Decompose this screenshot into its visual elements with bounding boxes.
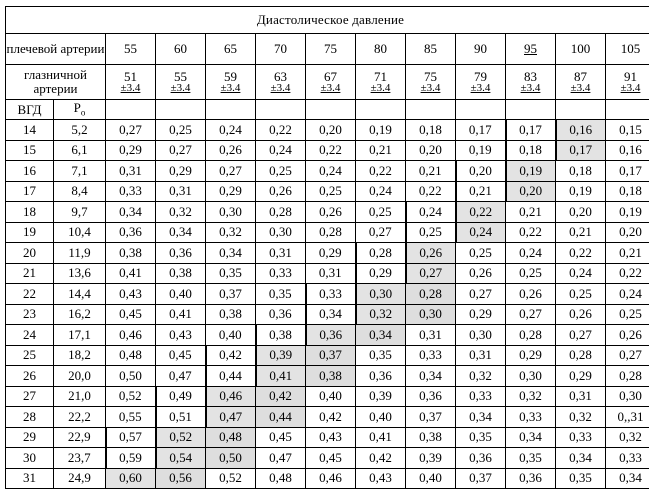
table-row <box>6 263 649 284</box>
cell-value: 0,42 <box>256 386 306 407</box>
cell-value: 0,36 <box>356 366 406 387</box>
table-row <box>6 448 649 469</box>
cell-value: 0,29 <box>556 366 606 387</box>
pressure-table <box>5 6 649 489</box>
cell-value: 0,32 <box>556 407 606 428</box>
cell-value: 0,31 <box>156 181 206 202</box>
cell-value: 0,38 <box>106 243 156 264</box>
table-row <box>6 345 649 366</box>
cell-value: 0,26 <box>256 181 306 202</box>
cell-value: 0,19 <box>556 181 606 202</box>
cell-po: 23,7 <box>54 448 106 469</box>
cell-value: 0,25 <box>256 161 306 182</box>
cell-value: 0,26 <box>606 325 649 346</box>
cell-value: 0,36 <box>306 325 356 346</box>
cell-value: 0,22 <box>506 222 556 243</box>
header-brachial-85: 85 <box>406 34 456 65</box>
cell-vgd: 17 <box>6 181 54 202</box>
cell-value: 0,21 <box>356 140 406 161</box>
header-brachial-80: 80 <box>356 34 406 65</box>
cell-value: 0,35 <box>256 284 306 305</box>
cell-value: 0,60 <box>106 468 156 489</box>
cell-value: 0,44 <box>256 407 306 428</box>
cell-vgd: 25 <box>6 345 54 366</box>
cell-value: 0,43 <box>106 284 156 305</box>
cell-value: 0,33 <box>256 263 306 284</box>
cell-value: 0,24 <box>456 222 506 243</box>
cell-value: 0,35 <box>556 468 606 489</box>
cell-value: 0,27 <box>106 120 156 141</box>
cell-value: 0,51 <box>156 407 206 428</box>
cell-value: 0,,31 <box>606 407 649 428</box>
cell-value: 0,30 <box>256 222 306 243</box>
cell-value: 0,24 <box>406 202 456 223</box>
cell-po: 6,1 <box>54 140 106 161</box>
cell-value: 0,48 <box>106 345 156 366</box>
cell-value: 0,34 <box>156 222 206 243</box>
cell-value: 0,20 <box>556 202 606 223</box>
cell-value: 0,41 <box>356 427 406 448</box>
table-row <box>6 181 649 202</box>
cell-value: 0,18 <box>606 181 649 202</box>
cell-value: 0,45 <box>306 448 356 469</box>
cell-value: 0,47 <box>206 407 256 428</box>
table-row <box>6 407 649 428</box>
cell-vgd: 26 <box>6 366 54 387</box>
cell-value: 0,40 <box>306 386 356 407</box>
header-brachial-105: 105 <box>606 34 649 65</box>
cell-value: 0,48 <box>256 468 306 489</box>
table-row <box>6 366 649 387</box>
cell-value: 0,46 <box>206 386 256 407</box>
cell-value: 0,27 <box>506 304 556 325</box>
cell-value: 0,24 <box>506 243 556 264</box>
cell-value: 0,27 <box>406 263 456 284</box>
cell-value: 0,36 <box>506 468 556 489</box>
cell-value: 0,25 <box>356 202 406 223</box>
cell-value: 0,26 <box>406 243 456 264</box>
table-row <box>6 468 649 489</box>
cell-value: 0,38 <box>406 427 456 448</box>
cell-value: 0,26 <box>456 263 506 284</box>
cell-value: 0,33 <box>306 284 356 305</box>
cell-value: 0,17 <box>506 120 556 141</box>
cell-value: 0,17 <box>456 120 506 141</box>
cell-value: 0,20 <box>606 222 649 243</box>
cell-value: 0,40 <box>406 468 456 489</box>
cell-value: 0,54 <box>156 448 206 469</box>
cell-value: 0,28 <box>356 243 406 264</box>
header-ophthalmic-label: глазничной артерии <box>6 65 106 100</box>
cell-value: 0,28 <box>406 284 456 305</box>
cell-value: 0,31 <box>456 345 506 366</box>
cell-value: 0,30 <box>406 304 456 325</box>
cell-value: 0,28 <box>506 325 556 346</box>
cell-value: 0,34 <box>206 243 256 264</box>
cell-value: 0,29 <box>506 345 556 366</box>
cell-po: 9,7 <box>54 202 106 223</box>
cell-value: 0,43 <box>156 325 206 346</box>
header-brachial-60: 60 <box>156 34 206 65</box>
cell-value: 0,34 <box>456 407 506 428</box>
cell-value: 0,33 <box>456 386 506 407</box>
cell-po: 10,4 <box>54 222 106 243</box>
cell-value: 0,27 <box>206 161 256 182</box>
cell-value: 0,28 <box>556 345 606 366</box>
cell-value: 0,28 <box>256 202 306 223</box>
cell-value: 0,25 <box>456 243 506 264</box>
cell-value: 0,21 <box>556 222 606 243</box>
cell-value: 0,29 <box>306 243 356 264</box>
cell-value: 0,34 <box>306 304 356 325</box>
cell-value: 0,43 <box>356 468 406 489</box>
cell-value: 0,49 <box>156 386 206 407</box>
table-row <box>6 161 649 182</box>
header-brachial-55: 55 <box>106 34 156 65</box>
table-row <box>6 202 649 223</box>
cell-value: 0,19 <box>606 202 649 223</box>
table-row <box>6 120 649 141</box>
col-header-spacer-8 <box>456 100 506 120</box>
cell-value: 0,29 <box>156 161 206 182</box>
cell-value: 0,52 <box>156 427 206 448</box>
cell-value: 0,27 <box>156 140 206 161</box>
cell-value: 0,43 <box>306 427 356 448</box>
header-ophthalmic-63: 63 ±3.4 <box>256 65 306 100</box>
cell-value: 0,34 <box>506 427 556 448</box>
cell-value: 0,19 <box>456 140 506 161</box>
cell-po: 11,9 <box>54 243 106 264</box>
cell-value: 0,44 <box>206 366 256 387</box>
cell-value: 0,50 <box>106 366 156 387</box>
cell-vgd: 23 <box>6 304 54 325</box>
cell-value: 0,20 <box>406 140 456 161</box>
cell-value: 0,20 <box>306 120 356 141</box>
cell-value: 0,29 <box>356 263 406 284</box>
cell-value: 0,18 <box>556 161 606 182</box>
cell-value: 0,35 <box>506 448 556 469</box>
cell-value: 0,35 <box>456 427 506 448</box>
cell-value: 0,32 <box>606 427 649 448</box>
cell-value: 0,15 <box>606 120 649 141</box>
table-row <box>6 304 649 325</box>
cell-value: 0,52 <box>106 386 156 407</box>
header-ophthalmic-75: 75 ±3.4 <box>406 65 456 100</box>
cell-value: 0,32 <box>156 202 206 223</box>
cell-po: 24,9 <box>54 468 106 489</box>
cell-value: 0,25 <box>406 222 456 243</box>
cell-value: 0,31 <box>256 243 306 264</box>
header-ophthalmic-59: 59 ±3.4 <box>206 65 256 100</box>
cell-value: 0,34 <box>106 202 156 223</box>
cell-value: 0,19 <box>356 120 406 141</box>
cell-value: 0,36 <box>406 386 456 407</box>
table-row <box>6 386 649 407</box>
cell-value: 0,21 <box>506 202 556 223</box>
cell-value: 0,22 <box>406 181 456 202</box>
cell-value: 0,30 <box>506 366 556 387</box>
cell-value: 0,24 <box>306 161 356 182</box>
cell-po: 16,2 <box>54 304 106 325</box>
cell-po: 13,6 <box>54 263 106 284</box>
cell-vgd: 14 <box>6 120 54 141</box>
cell-value: 0,27 <box>456 284 506 305</box>
col-header-spacer-9 <box>506 100 556 120</box>
col-header-spacer-11 <box>606 100 649 120</box>
cell-value: 0,45 <box>256 427 306 448</box>
cell-value: 0,48 <box>206 427 256 448</box>
cell-value: 0,37 <box>406 407 456 428</box>
col-header-spacer-2 <box>156 100 206 120</box>
header-ophthalmic-row <box>6 65 649 100</box>
table-row <box>6 325 649 346</box>
cell-value: 0,42 <box>306 407 356 428</box>
cell-value: 0,37 <box>206 284 256 305</box>
cell-value: 0,31 <box>406 325 456 346</box>
cell-value: 0,29 <box>456 304 506 325</box>
cell-value: 0,37 <box>306 345 356 366</box>
header-ophthalmic-55: 55 ±3.4 <box>156 65 206 100</box>
col-header-spacer-7 <box>406 100 456 120</box>
cell-vgd: 18 <box>6 202 54 223</box>
cell-po: 8,4 <box>54 181 106 202</box>
cell-value: 0,30 <box>356 284 406 305</box>
table-row <box>6 140 649 161</box>
cell-value: 0,19 <box>506 161 556 182</box>
cell-vgd: 29 <box>6 427 54 448</box>
cell-value: 0,30 <box>206 202 256 223</box>
cell-value: 0,21 <box>406 161 456 182</box>
cell-value: 0,25 <box>306 181 356 202</box>
cell-value: 0,36 <box>456 448 506 469</box>
column-header-row <box>6 100 649 120</box>
cell-value: 0,22 <box>306 140 356 161</box>
cell-value: 0,33 <box>606 448 649 469</box>
header-ophthalmic-71: 71 ±3.4 <box>356 65 406 100</box>
col-header-spacer-3 <box>206 100 256 120</box>
cell-po: 14,4 <box>54 284 106 305</box>
cell-value: 0,57 <box>106 427 156 448</box>
cell-value: 0,52 <box>206 468 256 489</box>
cell-value: 0,32 <box>206 222 256 243</box>
cell-value: 0,24 <box>256 140 306 161</box>
cell-value: 0,42 <box>206 345 256 366</box>
cell-value: 0,37 <box>456 468 506 489</box>
cell-value: 0,21 <box>456 181 506 202</box>
cell-value: 0,45 <box>156 345 206 366</box>
header-ophthalmic-83: 83 ±3.4 <box>506 65 556 100</box>
cell-value: 0,17 <box>606 161 649 182</box>
header-ophthalmic-67: 67 ±3.4 <box>306 65 356 100</box>
cell-vgd: 16 <box>6 161 54 182</box>
cell-value: 0,22 <box>256 120 306 141</box>
cell-vgd: 21 <box>6 263 54 284</box>
cell-value: 0,33 <box>106 181 156 202</box>
cell-value: 0,25 <box>556 284 606 305</box>
cell-value: 0,46 <box>306 468 356 489</box>
cell-value: 0,27 <box>606 345 649 366</box>
cell-value: 0,46 <box>106 325 156 346</box>
cell-value: 0,30 <box>456 325 506 346</box>
cell-po: 20,0 <box>54 366 106 387</box>
cell-po: 17,1 <box>54 325 106 346</box>
header-brachial-70: 70 <box>256 34 306 65</box>
table-row <box>6 284 649 305</box>
cell-value: 0,35 <box>356 345 406 366</box>
col-header-spacer-4 <box>256 100 306 120</box>
cell-value: 0,42 <box>356 448 406 469</box>
cell-value: 0,25 <box>606 304 649 325</box>
cell-value: 0,30 <box>606 386 649 407</box>
cell-value: 0,39 <box>356 386 406 407</box>
cell-value: 0,22 <box>606 263 649 284</box>
cell-value: 0,28 <box>606 366 649 387</box>
cell-value: 0,33 <box>556 427 606 448</box>
cell-vgd: 22 <box>6 284 54 305</box>
col-header-vgd: ВГД <box>6 100 54 120</box>
cell-value: 0,47 <box>156 366 206 387</box>
cell-value: 0,31 <box>306 263 356 284</box>
cell-vgd: 30 <box>6 448 54 469</box>
cell-vgd: 31 <box>6 468 54 489</box>
cell-value: 0,34 <box>556 448 606 469</box>
col-header-spacer-5 <box>306 100 356 120</box>
col-header-spacer-1 <box>106 100 156 120</box>
cell-vgd: 24 <box>6 325 54 346</box>
cell-value: 0,32 <box>356 304 406 325</box>
cell-value: 0,40 <box>356 407 406 428</box>
header-ophthalmic-91: 91 ±3.4 <box>606 65 649 100</box>
header-brachial-90: 90 <box>456 34 506 65</box>
cell-value: 0,17 <box>556 140 606 161</box>
header-brachial-row <box>6 34 649 65</box>
cell-value: 0,38 <box>306 366 356 387</box>
cell-value: 0,26 <box>206 140 256 161</box>
cell-po: 22,9 <box>54 427 106 448</box>
cell-value: 0,26 <box>306 202 356 223</box>
cell-po: 7,1 <box>54 161 106 182</box>
cell-value: 0,40 <box>206 325 256 346</box>
cell-value: 0,41 <box>256 366 306 387</box>
cell-value: 0,26 <box>506 284 556 305</box>
header-brachial-65: 65 <box>206 34 256 65</box>
table-row <box>6 243 649 264</box>
cell-value: 0,32 <box>506 386 556 407</box>
header-ophthalmic-51: 51 ±3.4 <box>106 65 156 100</box>
cell-value: 0,55 <box>106 407 156 428</box>
header-ophthalmic-87: 87 ±3.4 <box>556 65 606 100</box>
cell-value: 0,38 <box>206 304 256 325</box>
cell-vgd: 19 <box>6 222 54 243</box>
cell-vgd: 20 <box>6 243 54 264</box>
cell-value: 0,34 <box>606 468 649 489</box>
cell-value: 0,27 <box>356 222 406 243</box>
cell-value: 0,16 <box>606 140 649 161</box>
cell-po: 5,2 <box>54 120 106 141</box>
cell-value: 0,27 <box>556 325 606 346</box>
header-ophthalmic-79: 79 ±3.4 <box>456 65 506 100</box>
page-title: Диастолическое давление <box>6 7 649 34</box>
cell-value: 0,41 <box>106 263 156 284</box>
cell-po: 18,2 <box>54 345 106 366</box>
cell-value: 0,38 <box>256 325 306 346</box>
cell-po: 21,0 <box>54 386 106 407</box>
cell-vgd: 28 <box>6 407 54 428</box>
cell-value: 0,38 <box>156 263 206 284</box>
table-row <box>6 427 649 448</box>
cell-value: 0,26 <box>556 304 606 325</box>
cell-value: 0,24 <box>206 120 256 141</box>
cell-value: 0,41 <box>156 304 206 325</box>
cell-value: 0,18 <box>506 140 556 161</box>
cell-value: 0,45 <box>106 304 156 325</box>
cell-value: 0,25 <box>506 263 556 284</box>
col-header-po: $Р_о$ <box>54 100 106 120</box>
cell-value: 0,20 <box>456 161 506 182</box>
cell-value: 0,22 <box>356 161 406 182</box>
header-brachial-95: 95 <box>506 34 556 65</box>
header-brachial-label: плечевой артерии <box>6 34 106 65</box>
cell-value: 0,28 <box>306 222 356 243</box>
col-header-spacer-10 <box>556 100 606 120</box>
cell-value: 0,39 <box>256 345 306 366</box>
title-row <box>6 7 649 34</box>
cell-value: 0,31 <box>556 386 606 407</box>
cell-po: 22,2 <box>54 407 106 428</box>
cell-value: 0,25 <box>156 120 206 141</box>
header-brachial-100: 100 <box>556 34 606 65</box>
cell-value: 0,36 <box>256 304 306 325</box>
cell-value: 0,36 <box>156 243 206 264</box>
cell-value: 0,39 <box>406 448 456 469</box>
cell-value: 0,59 <box>106 448 156 469</box>
cell-value: 0,22 <box>456 202 506 223</box>
cell-value: 0,18 <box>406 120 456 141</box>
table-body <box>6 120 649 489</box>
cell-value: 0,34 <box>356 325 406 346</box>
cell-value: 0,24 <box>556 263 606 284</box>
cell-value: 0,22 <box>556 243 606 264</box>
cell-value: 0,29 <box>106 140 156 161</box>
header-brachial-75: 75 <box>306 34 356 65</box>
cell-value: 0,29 <box>206 181 256 202</box>
cell-value: 0,56 <box>156 468 206 489</box>
col-header-spacer-6 <box>356 100 406 120</box>
cell-value: 0,33 <box>406 345 456 366</box>
cell-vgd: 27 <box>6 386 54 407</box>
cell-value: 0,33 <box>506 407 556 428</box>
cell-value: 0,21 <box>606 243 649 264</box>
cell-value: 0,36 <box>106 222 156 243</box>
cell-value: 0,32 <box>456 366 506 387</box>
cell-value: 0,50 <box>206 448 256 469</box>
cell-value: 0,47 <box>256 448 306 469</box>
cell-value: 0,20 <box>506 181 556 202</box>
cell-value: 0,31 <box>106 161 156 182</box>
cell-value: 0,35 <box>206 263 256 284</box>
cell-value: 0,24 <box>356 181 406 202</box>
table-row <box>6 222 649 243</box>
cell-value: 0,34 <box>406 366 456 387</box>
cell-value: 0,40 <box>156 284 206 305</box>
cell-vgd: 15 <box>6 140 54 161</box>
cell-value: 0,24 <box>606 284 649 305</box>
cell-value: 0,16 <box>556 120 606 141</box>
